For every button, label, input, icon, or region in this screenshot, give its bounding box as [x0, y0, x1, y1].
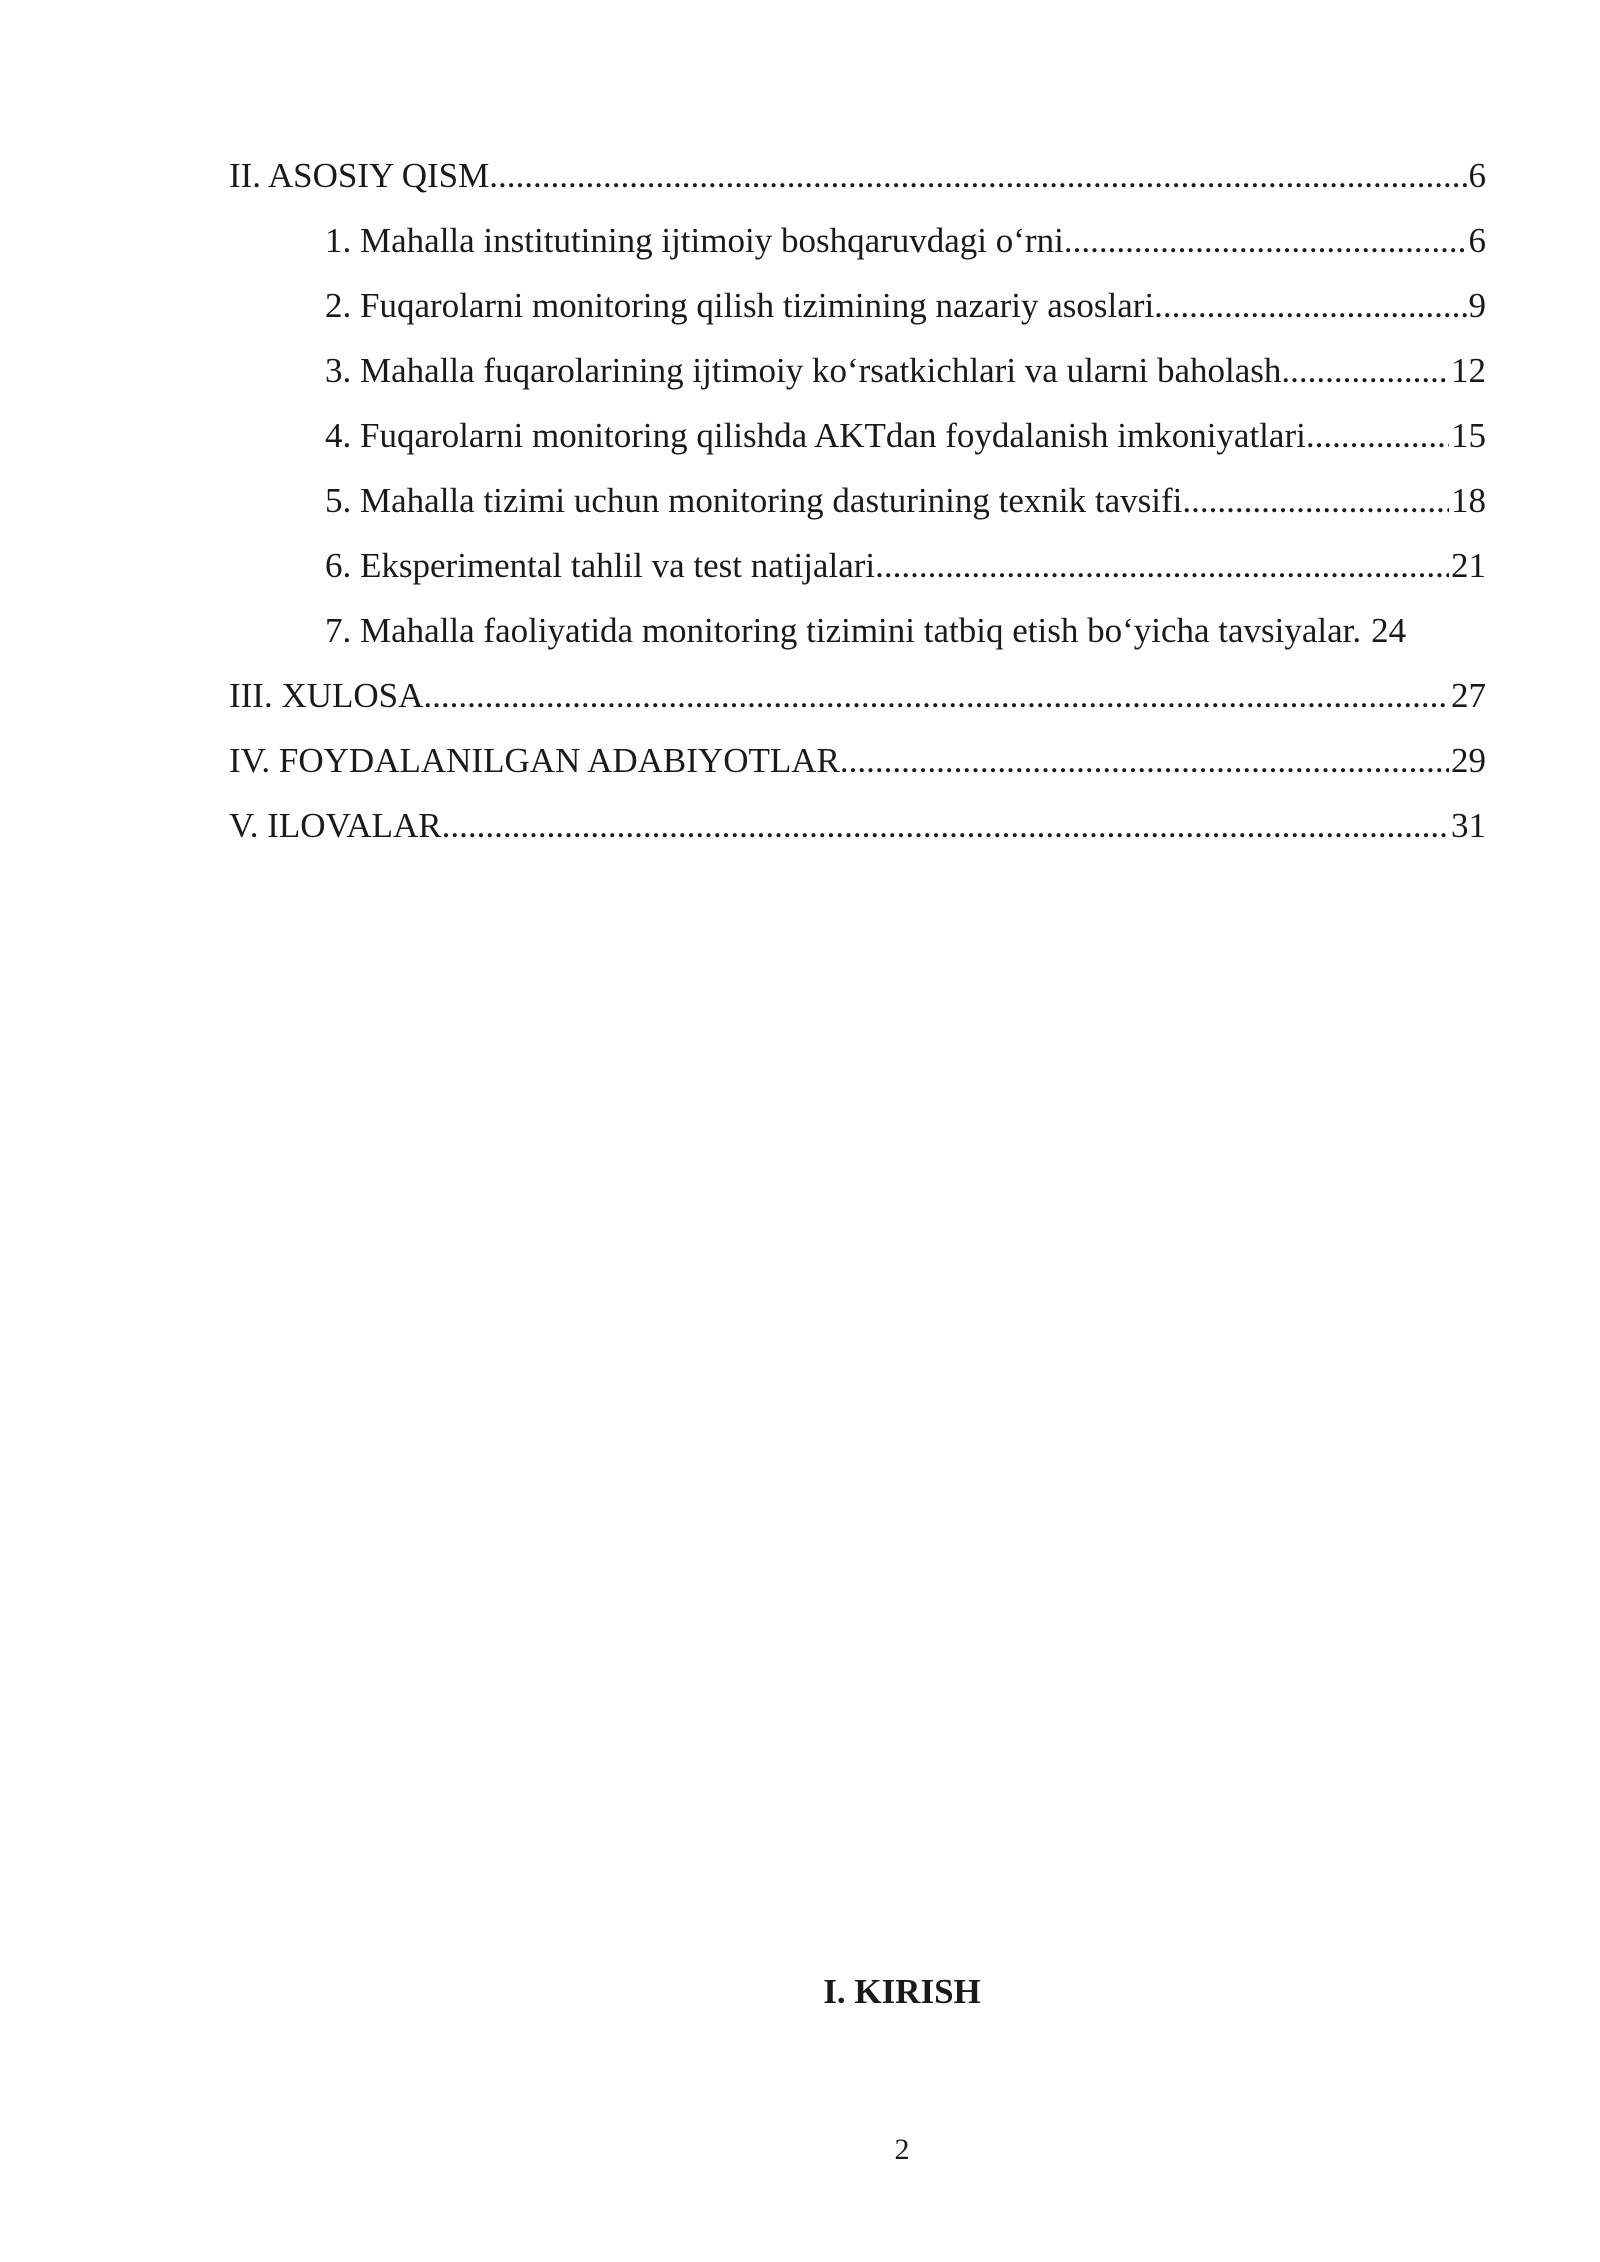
toc-entry-page: 29 — [1451, 741, 1486, 780]
toc-entry-xulosa[interactable] — [229, 666, 1486, 731]
toc-entry-6[interactable] — [229, 536, 1486, 601]
toc-dot-leader — [1281, 341, 1449, 401]
toc-entry-ilovalar[interactable] — [229, 796, 1486, 861]
toc-entry-page: 18 — [1451, 481, 1486, 520]
toc-entry-5[interactable] — [229, 471, 1486, 536]
toc-entry-title: 4. Fuqarolarni monitoring qilishda AKTdan foydalanish imkoniyatlari — [325, 416, 1306, 455]
toc-dot-leader — [423, 666, 1449, 726]
toc-dot-leader — [1064, 211, 1467, 271]
toc-entry-title: 1. Mahalla institutining ijtimoiy boshqaruvdagi o‘rni — [325, 221, 1064, 260]
toc-entry-title: IV. FOYDALANILGAN ADABIYOTLAR — [229, 741, 840, 780]
toc-entry-3[interactable] — [229, 341, 1486, 406]
toc-entry-page: 6 — [1468, 221, 1486, 260]
toc-entry-page: 24 — [1371, 611, 1407, 650]
toc-entry-2[interactable] — [229, 276, 1486, 341]
toc-entry-page: 15 — [1451, 416, 1486, 455]
toc-entry-page: 9 — [1468, 286, 1486, 325]
toc-entry-page: 12 — [1451, 351, 1486, 390]
toc-entry-page: 27 — [1451, 676, 1486, 715]
toc-entry-title: 5. Mahalla tizimi uchun monitoring dasturining texnik tavsifi — [325, 481, 1183, 520]
toc-entry-title: 6. Eksperimental tahlil va test natijalari — [325, 546, 876, 585]
page-number: 2 — [894, 2133, 910, 2166]
toc-entry-page: 31 — [1451, 806, 1486, 845]
toc-entry-title: V. ILOVALAR — [229, 806, 442, 845]
section-heading: I. KIRISH — [823, 1972, 981, 2011]
toc-entry-title: II. ASOSIY QISM — [229, 156, 490, 195]
toc-entry-asosiy-qism[interactable] — [229, 146, 1486, 211]
table-of-contents — [229, 146, 1486, 861]
toc-dot-leader — [1306, 406, 1449, 466]
toc-dot-leader — [442, 796, 1449, 856]
toc-entry-title: 2. Fuqarolarni monitoring qilish tizimining nazariy asoslari — [325, 286, 1155, 325]
toc-entry-page: 21 — [1451, 546, 1486, 585]
toc-entry-title: III. XULOSA — [229, 676, 424, 715]
toc-entry-title: 3. Mahalla fuqarolarining ijtimoiy ko‘rsatkichlari va ularni baholash — [325, 351, 1282, 390]
toc-entry-7[interactable] — [229, 601, 1486, 666]
toc-dot-leader — [1154, 276, 1466, 336]
toc-entry-4[interactable] — [229, 406, 1486, 471]
toc-entry-title: 7. Mahalla faoliyatida monitoring tizimini tatbiq etish bo‘yicha tavsiyalar. — [325, 611, 1362, 650]
toc-entry-adabiyotlar[interactable] — [229, 731, 1486, 796]
toc-dot-leader — [840, 731, 1449, 791]
toc-dot-leader — [875, 536, 1449, 596]
toc-entry-1[interactable] — [229, 211, 1486, 276]
toc-dot-leader — [489, 146, 1466, 206]
toc-entry-page: 6 — [1468, 156, 1486, 195]
toc-dot-leader — [1182, 471, 1449, 531]
